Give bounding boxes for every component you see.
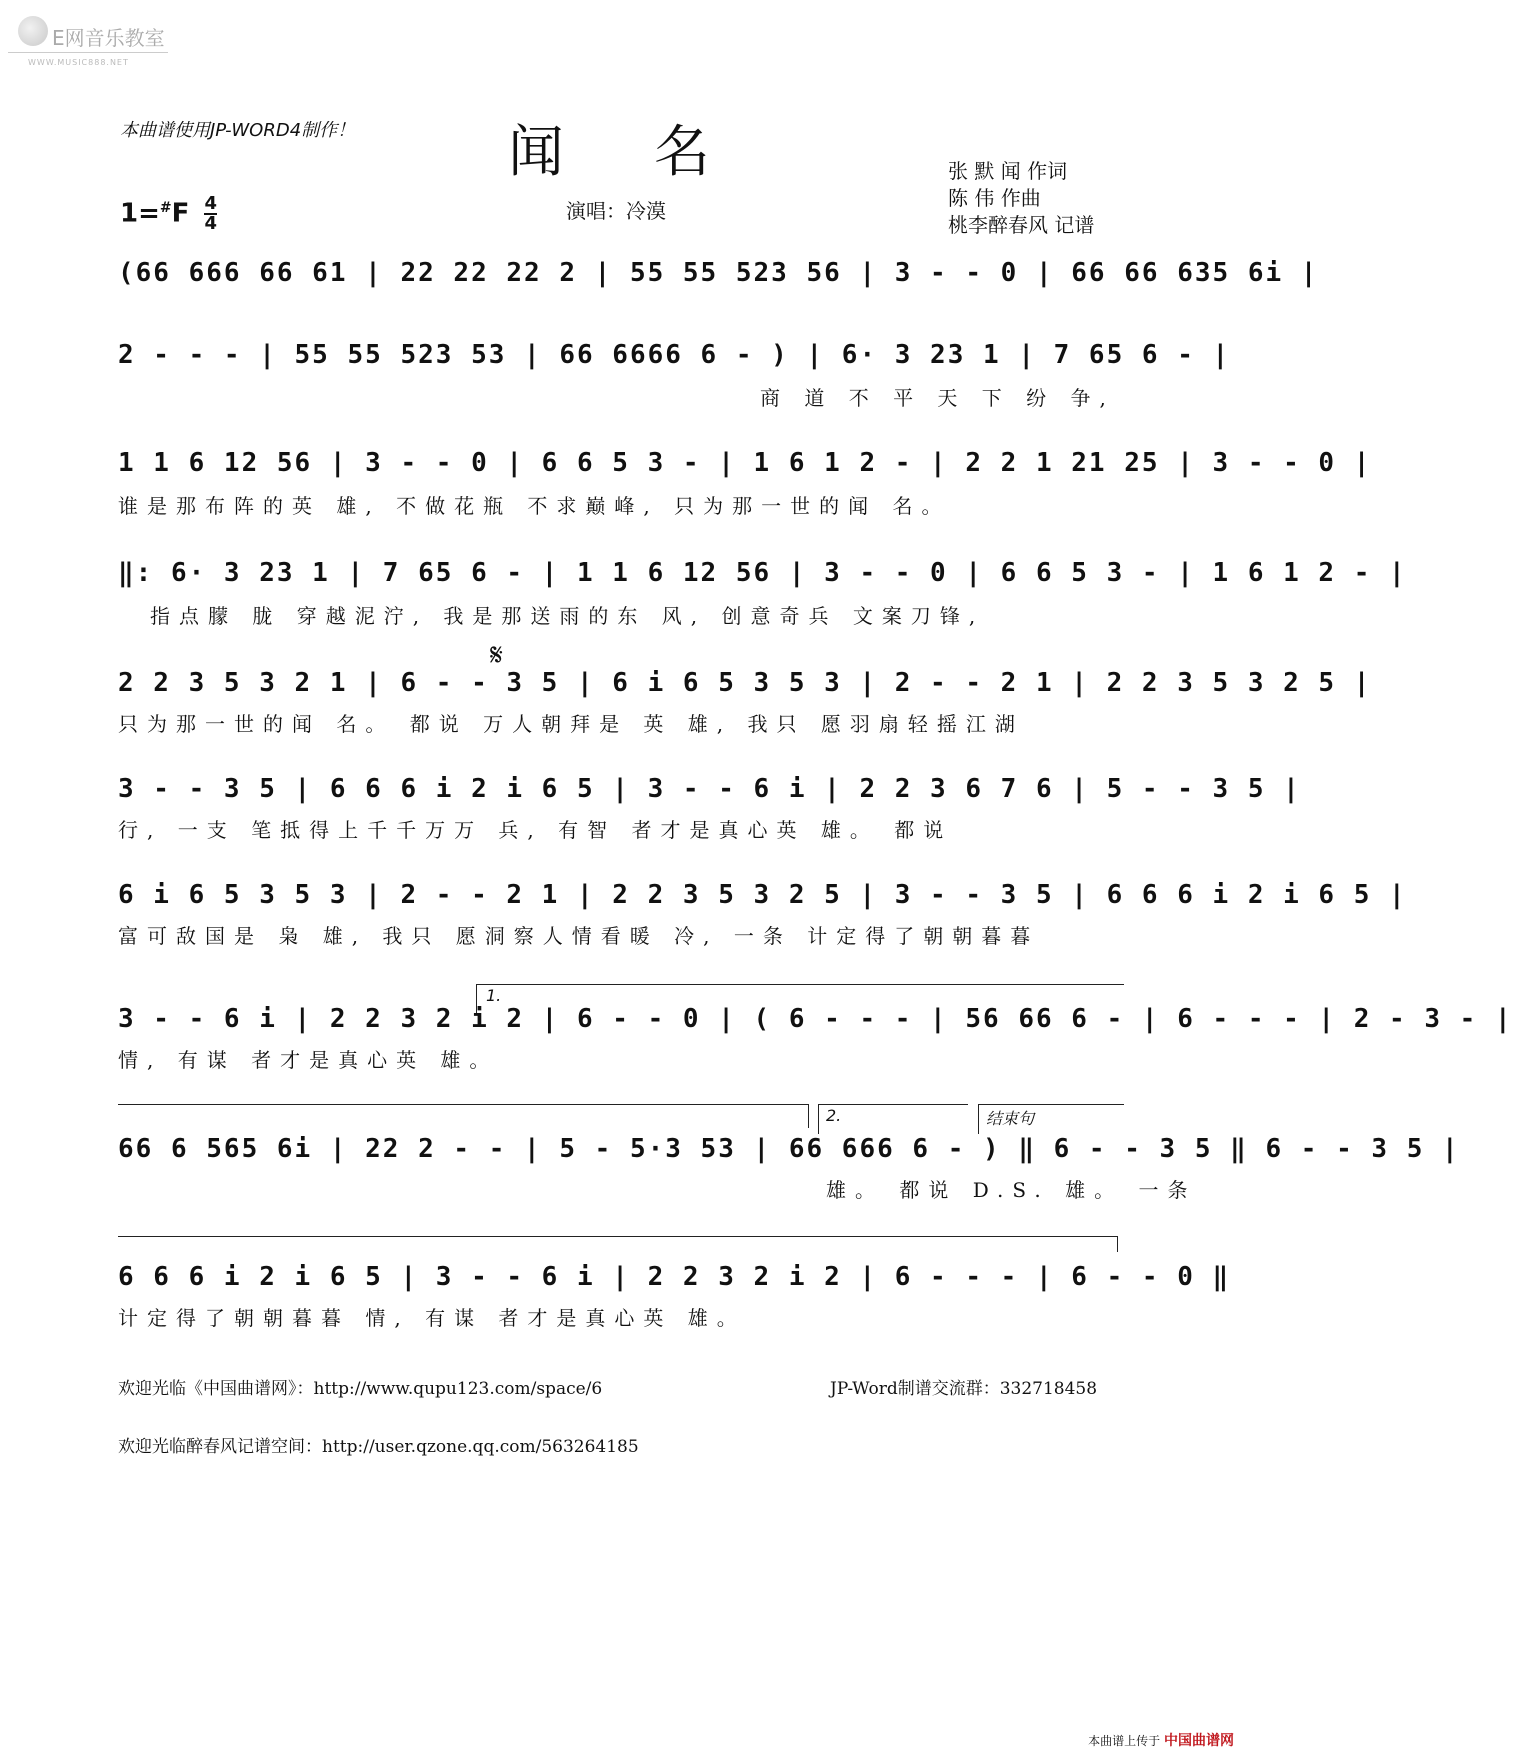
volta-2-label: 2. (826, 1106, 842, 1125)
watermark-logo (8, 14, 168, 70)
ending-bracket (978, 1104, 1124, 1105)
watermark-site: E网音乐教室 (52, 26, 165, 50)
segno-sign: 𝄋 (490, 638, 503, 673)
key-signature (120, 195, 217, 233)
ending-bracket-left (978, 1104, 979, 1134)
score-row-1-notes: (66 666 66 61 | 22 22 22 2 | 55 55 523 56 | 3 - - 0 | 66 66 635 6i | (118, 258, 1319, 288)
volta-2-bracket-left (818, 1104, 819, 1134)
score-row-3-lyrics: 谁是那布阵的英 雄, 不做花瓶 不求巅峰, 只为那一世的闻 名。 (118, 494, 951, 518)
time-top: 4 (204, 193, 217, 214)
score-row-2-notes: 2 - - - | 55 55 523 53 | 66 6666 6 - ) | 6· 3 23 1 | 7 65 6 - | (118, 340, 1231, 370)
logo-icon (18, 16, 48, 46)
score-row-10-lyrics: 计定得了朝朝暮暮 情, 有谋 者才是真心英 雄。 (118, 1306, 746, 1330)
upload-badge (1088, 1730, 1234, 1750)
footer-website-link[interactable]: 欢迎光临《中国曲谱网》：http://www.qupu123.com/space/6 (118, 1379, 603, 1399)
ending-label: 结束句 (986, 1109, 1035, 1128)
score-row-4-lyrics: 指点朦 胧 穿越泥泞, 我是那送雨的东 风, 创意奇兵 文案刀锋, (150, 604, 985, 628)
footer-group-info: JP-Word制谱交流群：332718458 (830, 1379, 1098, 1399)
score-row-10-notes: 6 6 6 i 2 i 6 5 | 3 - - 6 i | 2 2 3 2 i 2 | 6 - - - | 6 - - 0 ‖ (118, 1262, 1231, 1292)
volta-2-bracket (818, 1104, 968, 1105)
ending-end (1117, 1236, 1118, 1252)
composer-credit: 陈 伟 作曲 (948, 186, 1041, 210)
time-signature (204, 195, 217, 233)
volta-1-bracket (476, 984, 1124, 985)
key-note: F (171, 198, 190, 229)
footer-qzone-link[interactable]: 欢迎光临醉春风记谱空间：http://user.qzone.qq.com/563264185 (118, 1437, 639, 1457)
upload-badge-text: 本曲谱上传于 (1088, 1734, 1161, 1748)
score-row-2-lyrics: 商 道 不 平 天 下 纷 争, (760, 386, 1115, 410)
score-row-6-notes: 3 - - 3 5 | 6 6 6 i 2 i 6 5 | 3 - - 6 i | 2 2 3 6 7 6 | 5 - - 3 5 | (118, 774, 1301, 804)
transcriber-credit: 桃李醉春风 记谱 (948, 213, 1095, 237)
made-with-note: 本曲谱使用JP-WORD4制作！ (120, 120, 356, 141)
score-row-7-lyrics: 富可敌国是 枭 雄, 我只 愿洞察人情看暖 冷, 一条 计定得了朝朝暮暮 (118, 924, 1040, 948)
key-sharp: # (159, 199, 172, 216)
score-row-3-notes: 1 1 6 12 56 | 3 - - 0 | 6 6 5 3 - | 1 6 1 2 - | 2 2 1 21 25 | 3 - - 0 | (118, 448, 1372, 478)
score-row-5-lyrics: 只为那一世的闻 名。 都说 万人朝拜是 英 雄, 我只 愿羽扇轻摇江湖 (118, 712, 1024, 736)
key-prefix: 1= (120, 198, 160, 229)
score-row-9-notes: 66 6 565 6i | 22 2 - - | 5 - 5·3 53 | 66 666 6 - ) ‖ 6 - - 3 5 ‖ 6 - - 3 5 | (118, 1134, 1460, 1164)
score-row-6-lyrics: 行, 一支 笔抵得上千千万万 兵, 有智 者才是真心英 雄。 都说 (118, 818, 953, 842)
score-row-8-notes: 3 - - 6 i | 2 2 3 2 i 2 | 6 - - 0 | ( 6 - - - | 56 66 6 - | 6 - - - | 2 - 3 - | (118, 1004, 1513, 1034)
upload-badge-brand: 中国曲谱网 (1164, 1733, 1234, 1749)
volta-1-label: 1. (486, 986, 502, 1005)
watermark-url: WWW.MUSIC888.NET (28, 58, 129, 67)
singer: 演唱：冷漠 (566, 199, 666, 223)
time-bottom: 4 (204, 213, 217, 234)
score-row-9-lyrics: 雄。 都说 D.S. 雄。 一条 (826, 1178, 1197, 1202)
volta-1-end (808, 1104, 809, 1128)
ending-continuation (118, 1236, 1118, 1237)
score-row-5-notes: 2 2 3 5 3 2 1 | 6 - - 3 5 | 6 i 6 5 3 5 3 | 2 - - 2 1 | 2 2 3 5 3 2 5 | (118, 668, 1372, 698)
watermark-line (8, 52, 168, 53)
lyricist-credit: 张 默 闻 作词 (948, 159, 1068, 183)
score-row-7-notes: 6 i 6 5 3 5 3 | 2 - - 2 1 | 2 2 3 5 3 2 5 | 3 - - 3 5 | 6 6 6 i 2 i 6 5 | (118, 880, 1407, 910)
volta-1-continuation (118, 1104, 808, 1105)
song-title: 闻名 (508, 120, 800, 185)
score-row-4-notes: ‖: 6· 3 23 1 | 7 65 6 - | 1 1 6 12 56 | 3 - - 0 | 6 6 5 3 - | 1 6 1 2 - | (118, 558, 1407, 588)
score-row-8-lyrics: 情, 有谋 者才是真心英 雄。 (118, 1048, 499, 1072)
